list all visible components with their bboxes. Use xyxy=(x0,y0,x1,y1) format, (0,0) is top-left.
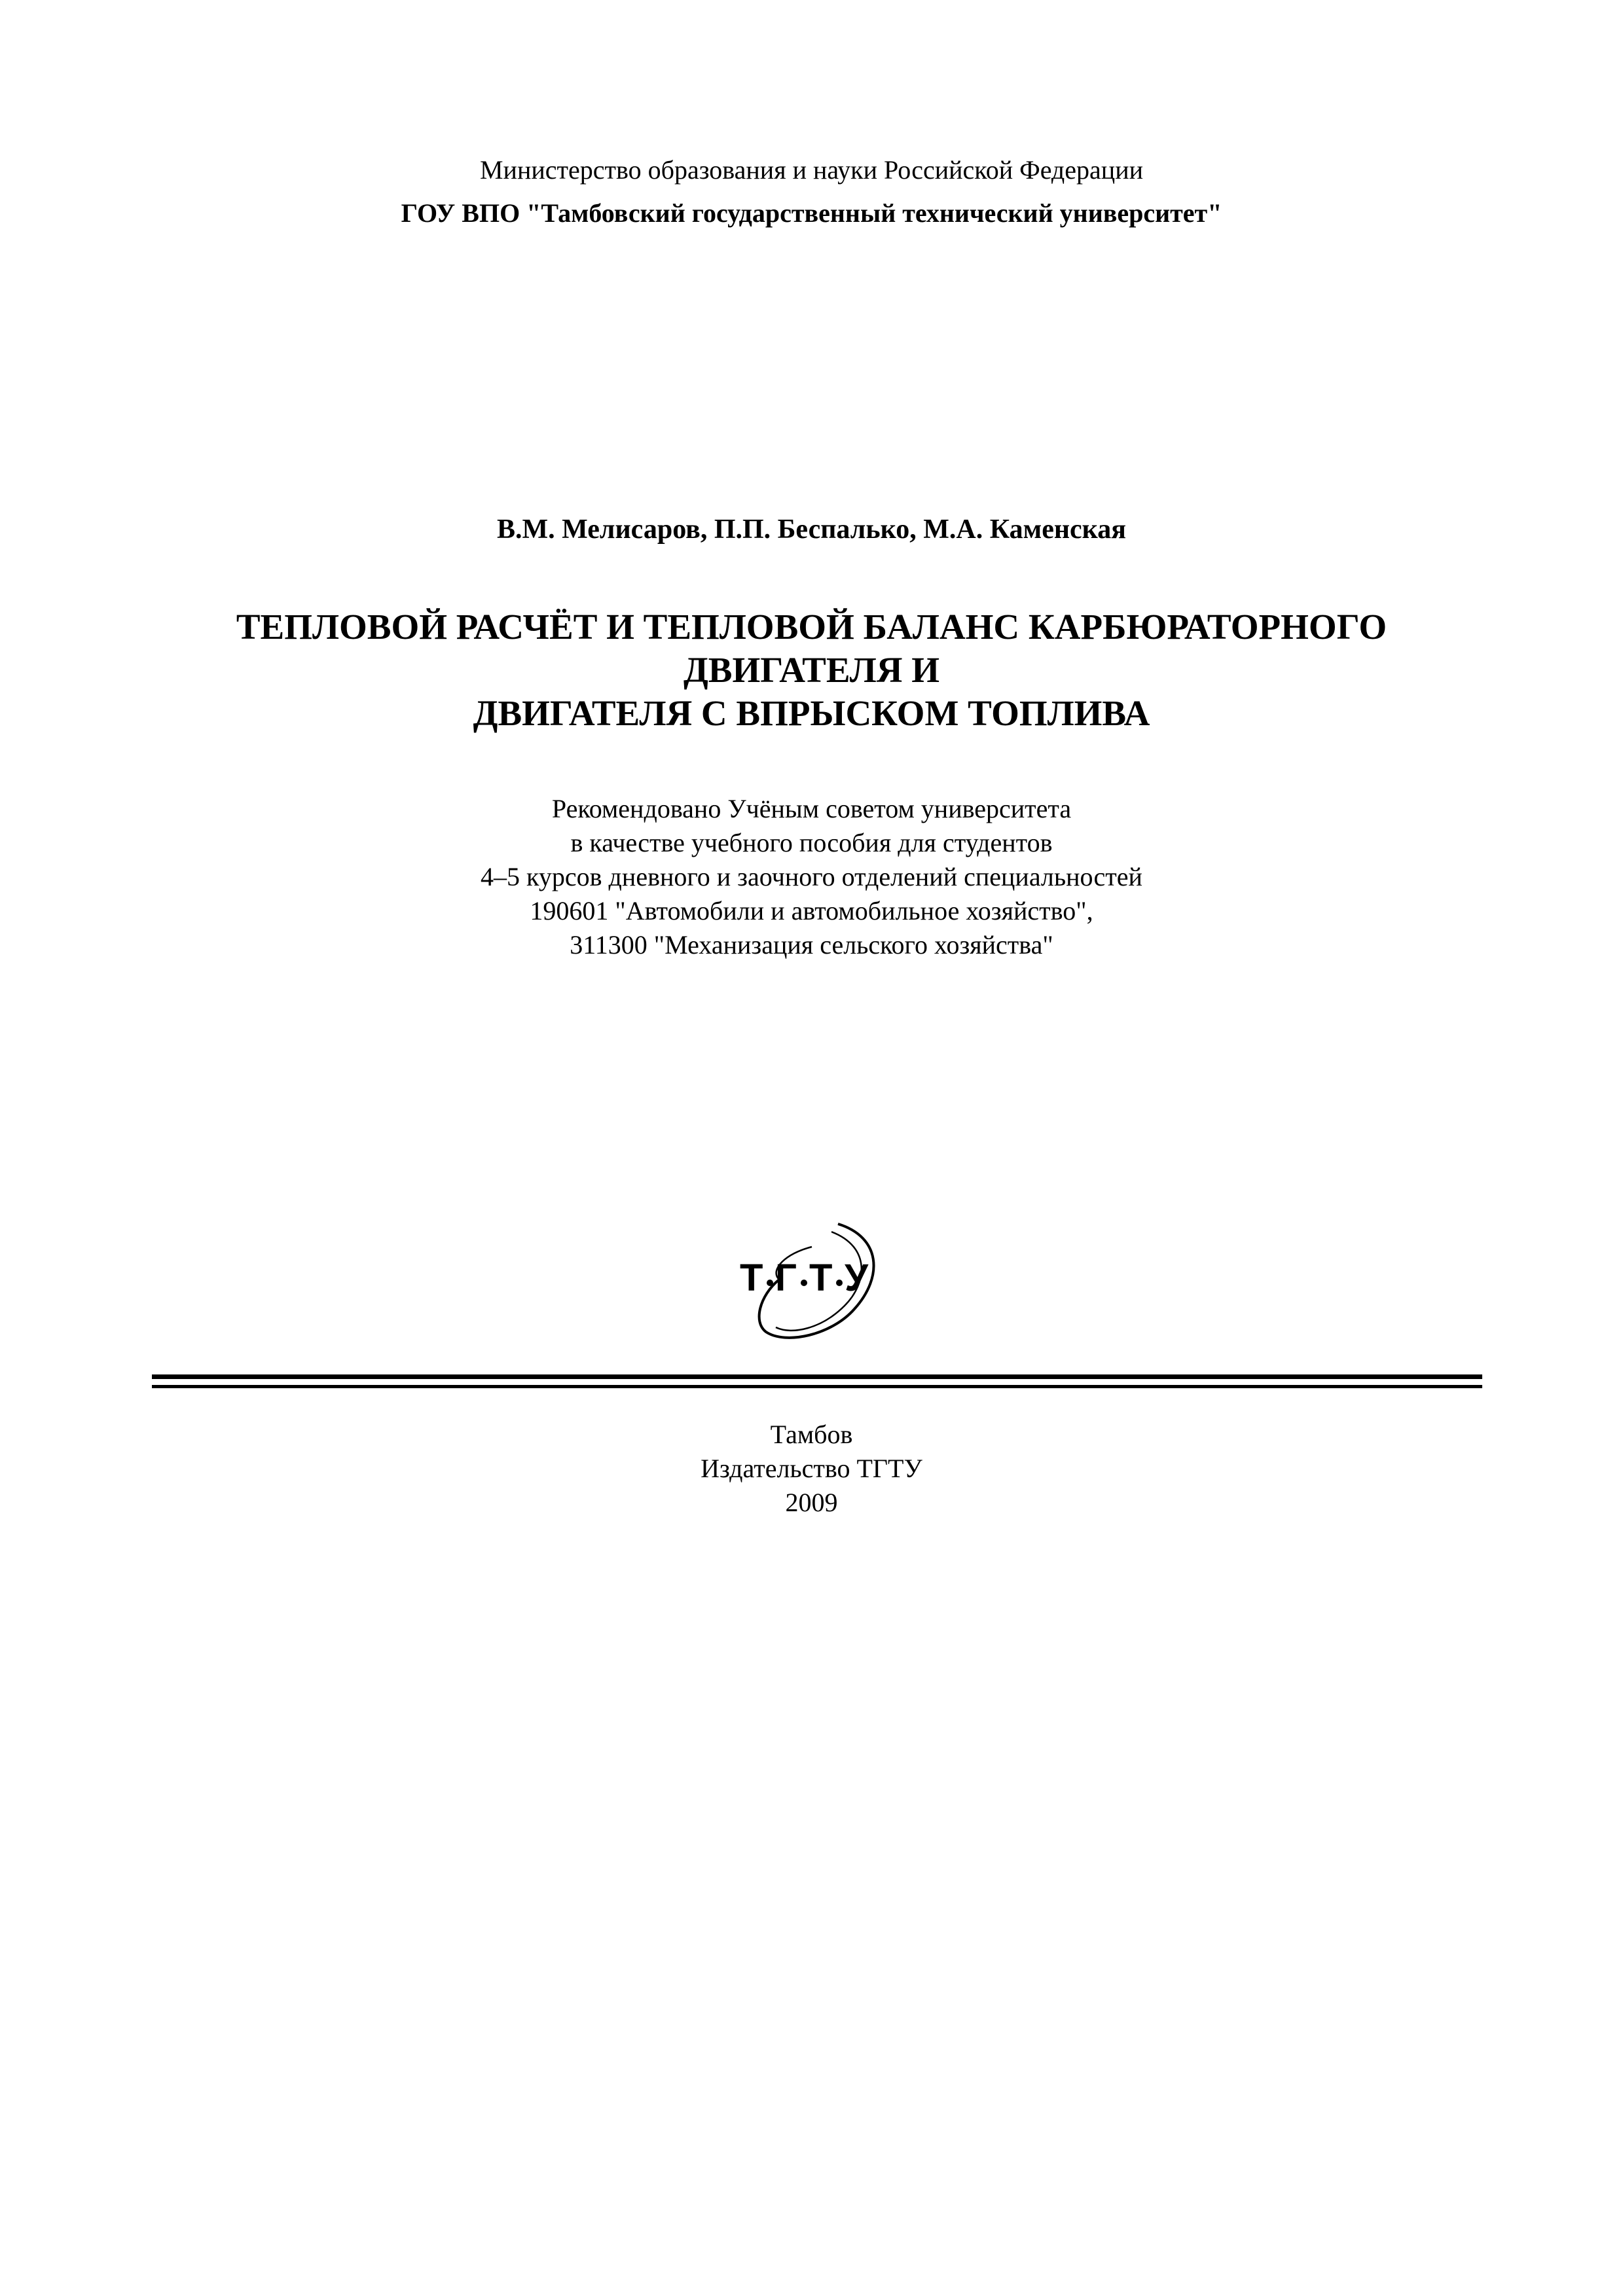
svg-text:Г: Г xyxy=(775,1257,797,1299)
imprint-year: 2009 xyxy=(785,1488,838,1517)
svg-text:Т: Т xyxy=(809,1257,833,1299)
ministry-line: Министерство образования и науки Российской Федерации xyxy=(479,155,1144,185)
recommendation-line: 311300 "Механизация сельского хозяйства" xyxy=(570,930,1053,960)
title-line-2: ДВИГАТЕЛЯ И xyxy=(683,650,940,690)
title-line-1: ТЕПЛОВОЙ РАСЧЁТ И ТЕПЛОВОЙ БАЛАНС КАРБЮРАТОРНОГО xyxy=(236,607,1387,647)
svg-text:Т: Т xyxy=(740,1257,763,1299)
title-line-3: ДВИГАТЕЛЯ С ВПРЫСКОМ ТОПЛИВА xyxy=(473,693,1150,733)
imprint-city: Тамбов xyxy=(770,1420,853,1449)
recommendation-line: 4–5 курсов дневного и заочного отделений специальностей xyxy=(481,862,1142,891)
university-line: ГОУ ВПО "Тамбовский государственный технический университет" xyxy=(401,198,1222,228)
divider-thin xyxy=(152,1385,1482,1388)
recommendation-line: 190601 "Автомобили и автомобильное хозяйство", xyxy=(530,896,1093,925)
tgtu-logo-icon xyxy=(740,1217,890,1348)
recommendation-line: в качестве учебного пособия для студентов xyxy=(570,828,1053,857)
divider-thick xyxy=(152,1374,1482,1379)
recommendation-line: Рекомендовано Учёным советом университета xyxy=(551,794,1072,823)
svg-text:У: У xyxy=(845,1257,869,1299)
imprint-publisher: Издательство ТГТУ xyxy=(701,1454,922,1483)
authors: В.М. Мелисаров, П.П. Беспалько, М.А. Каменская xyxy=(497,514,1126,545)
